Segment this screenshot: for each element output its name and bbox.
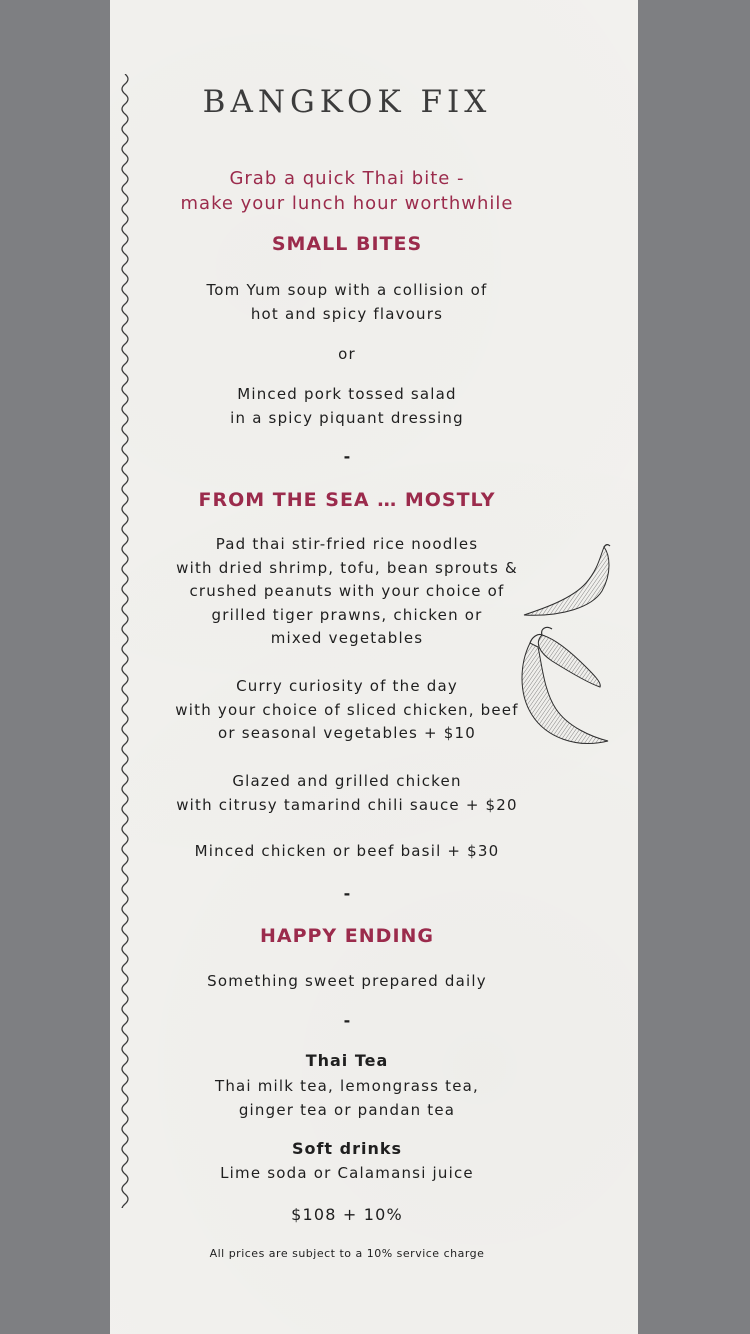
- item-line: Thai milk tea, lemongrass tea,: [214, 1077, 480, 1095]
- tagline-line-1: Grab a quick Thai bite -: [229, 168, 465, 189]
- drink-soft-drinks-options: Lime soda or Calamansi juice: [220, 1164, 474, 1182]
- section-heading-from-the-sea: FROM THE SEA … MOSTLY: [198, 489, 496, 511]
- item-line: with your choice of sliced chicken, beef: [175, 700, 519, 719]
- menu-item-pork-salad: [110, 383, 584, 430]
- item-line: or seasonal vegetables + $10: [218, 724, 476, 742]
- menu-item-dessert: Something sweet prepared daily: [207, 972, 487, 990]
- item-line: with dried shrimp, tofu, bean sprouts &: [176, 558, 518, 577]
- item-line: with citrusy tamarind chili sauce + $20: [176, 795, 518, 814]
- item-line: crushed peanuts with your choice of: [189, 582, 505, 600]
- item-line: ginger tea or pandan tea: [238, 1100, 456, 1119]
- menu-item-glazed-chicken: [110, 770, 584, 817]
- menu-item-tom-yum: [110, 279, 584, 326]
- tagline-line-2: make your lunch hour worthwhile: [180, 193, 514, 214]
- chili-pepper-illustration: [512, 543, 616, 753]
- drink-title-soft-drinks: Soft drinks: [291, 1139, 403, 1158]
- set-price: $108 + 10%: [291, 1205, 403, 1224]
- item-line: Pad thai stir-fried rice noodles: [215, 535, 479, 553]
- menu-item-basil: Minced chicken or beef basil + $30: [194, 842, 500, 860]
- service-charge-footnote: All prices are subject to a 10% service charge: [209, 1247, 485, 1260]
- item-line: grilled tiger prawns, chicken or: [211, 605, 483, 624]
- drink-title-thai-tea: Thai Tea: [305, 1051, 389, 1070]
- item-line: mixed vegetables: [270, 629, 424, 647]
- or-separator: or: [338, 345, 356, 363]
- section-heading-small-bites: SMALL BITES: [271, 233, 423, 255]
- drink-thai-tea-options: [110, 1075, 584, 1122]
- tagline: [110, 166, 584, 216]
- section-divider: -: [343, 884, 351, 903]
- item-line: in a spicy piquant dressing: [230, 408, 464, 427]
- item-line: Minced pork tossed salad: [237, 385, 457, 403]
- menu-title: BANGKOK FIX: [202, 84, 492, 120]
- section-divider: -: [343, 1011, 351, 1030]
- item-line: Tom Yum soup with a collision of: [206, 281, 488, 299]
- item-line: Curry curiosity of the day: [236, 677, 458, 695]
- section-heading-happy-ending: HAPPY ENDING: [259, 925, 435, 947]
- item-line: Glazed and grilled chicken: [232, 772, 462, 790]
- item-line: hot and spicy flavours: [250, 304, 444, 323]
- section-divider: -: [343, 447, 351, 466]
